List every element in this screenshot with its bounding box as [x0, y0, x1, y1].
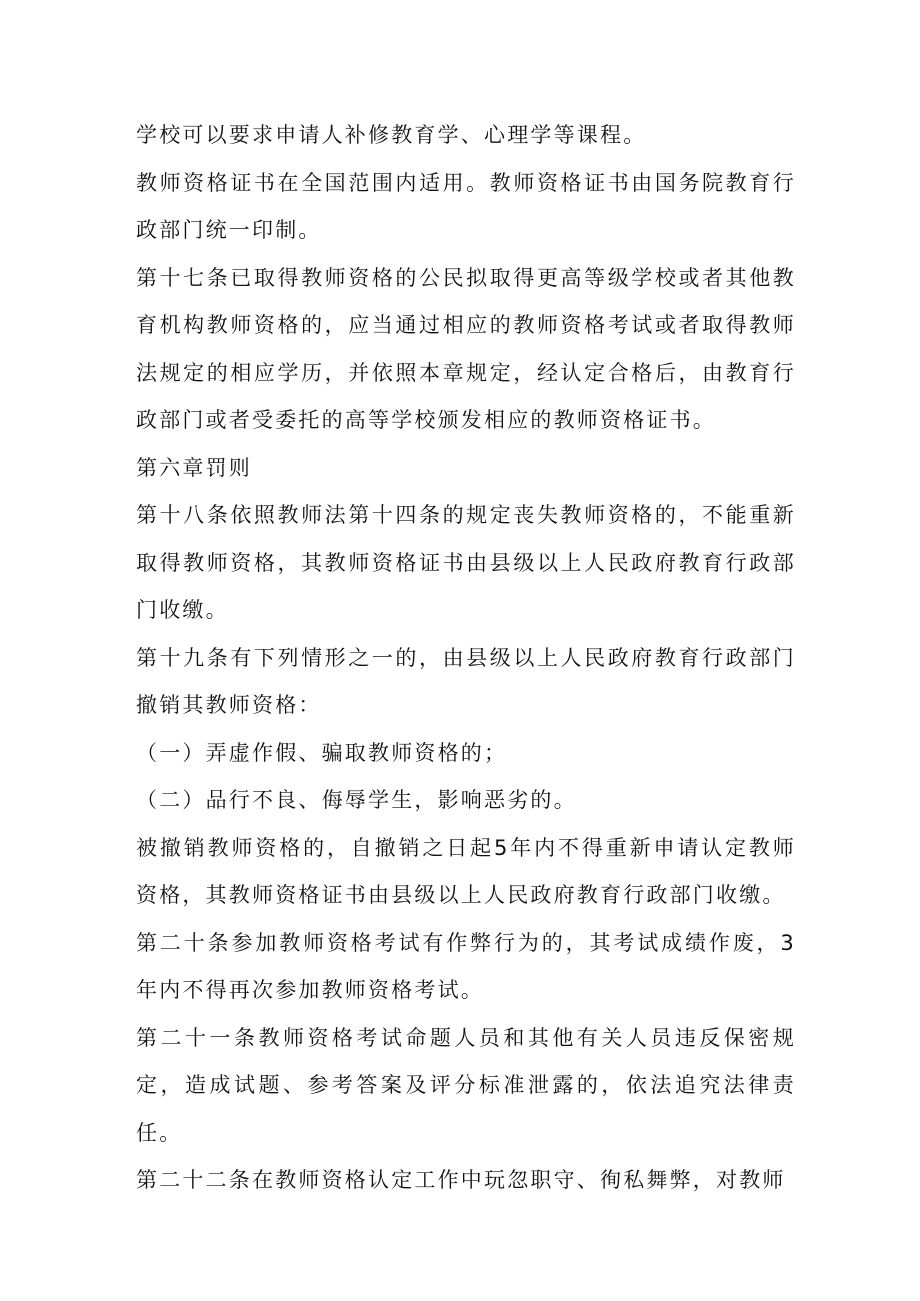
- paragraph-2: 教师资格证书在全国范围内适用。教师资格证书由国务院教育行政部门统一印制。: [136, 170, 796, 242]
- document-body: [136, 112, 796, 1205]
- paragraph-article-21: 第二十一条教师资格考试命题人员和其他有关人员违反保密规定，造成试题、参考答案及评分标准泄露的，依法追究法律责任。: [136, 1025, 796, 1145]
- list-item-1: （一）弄虚作假、骗取教师资格的；: [136, 740, 508, 765]
- paragraph-article-19: 第十九条有下列情形之一的，由县级以上人民政府教育行政部门撤销其教师资格：: [136, 645, 796, 717]
- paragraph-article-17: 第十七条已取得教师资格的公民拟取得更高等级学校或者其他教育机构教师资格的，应当通过相应的教师资格考试或者取得教师法规定的相应学历，并依照本章规定，经认定合格后，由教育行政部门或者受委托的高等学校颁发相应的教师资格证书。: [136, 265, 796, 432]
- list-item-2: （二）品行不良、侮辱学生，影响恶劣的。: [136, 788, 577, 812]
- paragraph-article-22: 第二十二条在教师资格认定工作中玩忽职守、徇私舞弊，对教师: [136, 1168, 786, 1192]
- paragraph-article-20: 第二十条参加教师资格考试有作弊行为的，其考试成绩作废，3年内不得再次参加教师资格考试。: [136, 930, 796, 1002]
- paragraph-1: 学校可以要求申请人补修教育学、心理学等课程。: [136, 123, 647, 147]
- chapter-heading: 第六章罚则: [136, 455, 252, 480]
- paragraph-article-18: 第十八条依照教师法第十四条的规定丧失教师资格的，不能重新取得教师资格，其教师资格证书由县级以上人民政府教育行政部门收缴。: [136, 503, 796, 622]
- paragraph-revocation: 被撤销教师资格的，自撤销之日起5年内不得重新申请认定教师资格，其教师资格证书由县级以上人民政府教育行政部门收缴。: [136, 835, 796, 907]
